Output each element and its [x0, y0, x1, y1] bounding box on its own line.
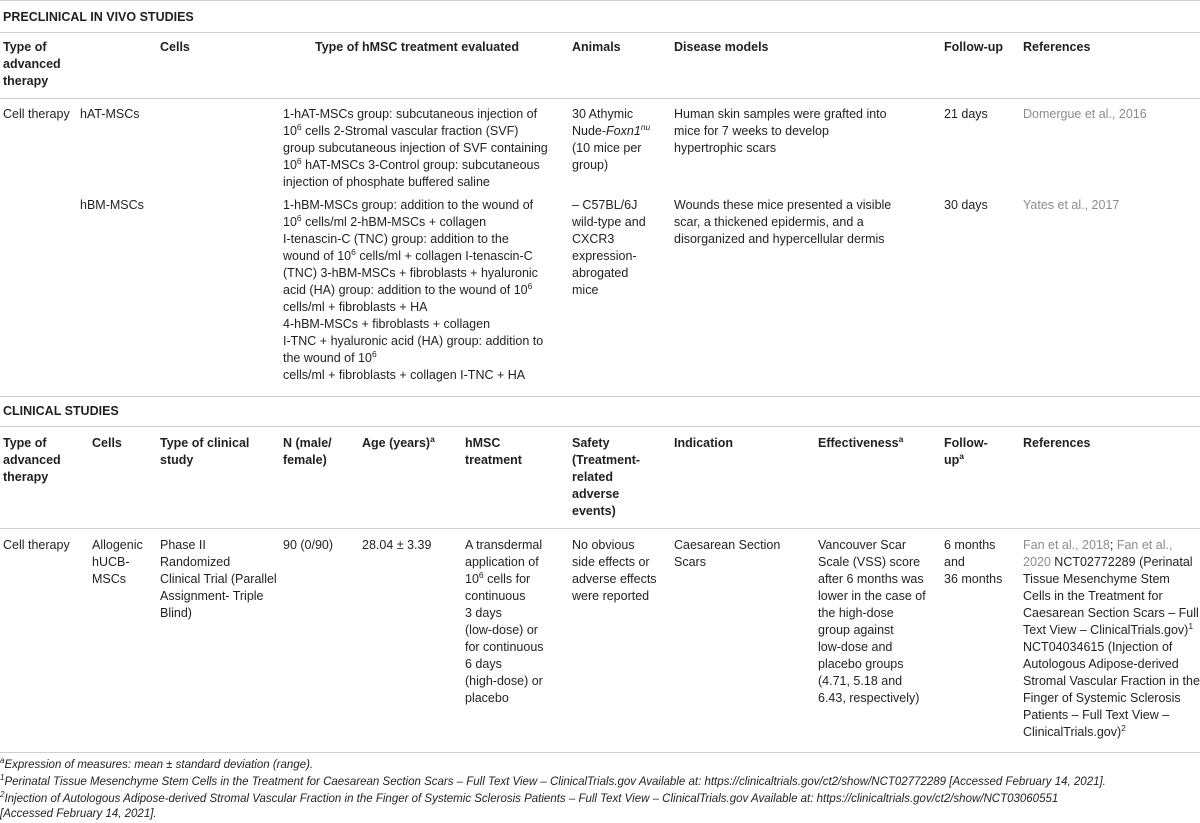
- clinical-header-type: Type of advanced therapy: [3, 436, 61, 484]
- clinical-header-age: Age (years)$^a$: [362, 433, 435, 450]
- header-references: References: [1023, 40, 1091, 54]
- clinical-header-cells: Cells: [92, 436, 122, 450]
- row2-animals: – C57BL/6J wild-type and CXCR3 expression- abrogated mice: [572, 198, 646, 297]
- row1-type: Cell therapy: [3, 107, 70, 121]
- row2-follow-up: 30 days: [944, 198, 988, 212]
- header-treatment: Type of hMSC treatment evaluated: [315, 40, 519, 54]
- rule-preclinical-header: [0, 98, 1200, 99]
- header-type-of-therapy: Type of advanced therapy: [3, 40, 61, 88]
- clinical-header-effectiveness: Effectiveness$^a$: [818, 433, 904, 450]
- clinical-row-n: 90 (0/90): [283, 538, 334, 552]
- row1-follow-up: 21 days: [944, 107, 988, 121]
- top-rule: [0, 0, 1200, 1]
- header-disease-models: Disease models: [674, 40, 769, 54]
- clinical-row-cells: Allogenic hUCB- MSCs: [92, 538, 143, 586]
- reference-link-fan-2020-year[interactable]: 2020: [1023, 555, 1051, 569]
- clinical-row-age: 28.04 ± 3.39: [362, 538, 432, 552]
- header-follow-up: Follow-up: [944, 40, 1004, 54]
- clinical-header-n: N (male/ female): [283, 436, 332, 467]
- rule-before-clinical: [0, 396, 1200, 397]
- row1-reference-link[interactable]: Domergue et al., 2016: [1023, 107, 1147, 121]
- row2-cells: hBM-MSCs: [80, 198, 144, 212]
- footnote-1: $^1$Perinatal Tissue Mesenchyme Stem Cells in the Treatment for Caesarean Section Scars – Full Text View – ClinicalTrials.gov Available at: https://clinicaltrials.gov/ct2/show/NCT02772289 [Accessed February 14, 2021].: [0, 773, 1106, 788]
- clinical-header-safety: Safety (Treatment- related adverse events): [572, 436, 641, 518]
- row1-cells: hAT-MSCs: [80, 107, 140, 121]
- clinical-row-indication: Caesarean Section Scars: [674, 538, 781, 569]
- clinical-header-indication: Indication: [674, 436, 734, 450]
- rule-clinical-header: [0, 528, 1200, 529]
- row2-disease-model: Wounds these mice presented a visible scar, a thickened epidermis, and a disorganized and hypercellular dermis: [674, 198, 892, 246]
- clinical-row-study: Phase II Randomized Clinical Trial (Parallel Assignment- Triple Blind): [160, 538, 277, 620]
- clinical-row-follow-up: 6 months and 36 months: [944, 538, 1003, 586]
- rule-preclinical-title: [0, 32, 1200, 33]
- rule-table-bottom: [0, 752, 1200, 753]
- row1-treatment: 1-hAT-MSCs group: subcutaneous injection of $10^6$ cells 2-Stromal vascular fraction (SVF) group subcutaneous injection of SVF containing $10^6$ hAT-MSCs 3-Control group: subcutaneous injection of phosphate buffered saline: [283, 107, 548, 189]
- clinical-row-type: Cell therapy: [3, 538, 70, 552]
- clinical-row-references: Fan et al., 2018; Fan et al., 2020 NCT02772289 (Perinatal Tissue Mesenchyme Stem Cells in the Treatment for Caesarean Section Scars – Full Text View – ClinicalTrials.gov)$^1$ NCT04034615 (Injection of Autologous Adipose-derived Stromal Vascular Fraction in the Finger of Systemic Sclerosis Patients – Full Text View – ClinicalTrials.gov)$^2$: [1023, 538, 1200, 739]
- clinical-row-treatment: A transdermal application of $10^6$ cells for continuous 3 days (low-dose) or for continuous 6 days (high-dose) or placebo: [465, 538, 544, 705]
- footnote-2: $^2$Injection of Autologous Adipose-derived Stromal Vascular Fraction in the Finger of Systemic Sclerosis Patients – Full Text View – ClinicalTrials.gov Available at: https://clinicaltrials.gov/ct2/show/NCT03060551 [Accessed February 14, 2021].: [0, 790, 1059, 820]
- clinical-header-study: Type of clinical study: [160, 436, 250, 467]
- rule-clinical-title: [0, 426, 1200, 427]
- clinical-header-treatment: hMSC treatment: [465, 436, 522, 467]
- clinical-header-references: References: [1023, 436, 1091, 450]
- header-cells: Cells: [160, 40, 190, 54]
- clinical-section-title: CLINICAL STUDIES: [3, 404, 119, 418]
- header-animals: Animals: [572, 40, 621, 54]
- row1-animals: 30 Athymic Nude-$Foxn1^{nu}$ (10 mice per group): [572, 107, 651, 172]
- clinical-header-follow-up: Follow- $up^a$: [944, 436, 988, 467]
- clinical-row-effectiveness: Vancouver Scar Scale (VSS) score after 6 months was lower in the case of the high-dose group against low-dose and placebo groups (4.71, 5.18 and 6.43, respectively): [818, 538, 926, 705]
- row1-disease-model: Human skin samples were grafted into mice for 7 weeks to develop hypertrophic scars: [674, 107, 887, 155]
- reference-link-fan-2018[interactable]: Fan et al., 2018: [1023, 538, 1110, 552]
- row2-treatment: 1-hBM-MSCs group: addition to the wound of $10^6$ cells/ml 2-hBM-MSCs + collagen I-tenascin-C (TNC) group: addition to the wound of $10^6$ cells/ml + collagen I-tenascin-C (TNC) 3-hBM-MSCs + fibroblasts + hyaluronic acid (HA) group: addition to the wound of $10^6$ cells/ml + fibroblasts + HA 4-hBM-MSCs + fibroblasts + collagen I-TNC + hyaluronic acid (HA) group: addition to the wound of $10^6$ cells/ml + fibroblasts + collagen I-TNC + HA: [283, 198, 544, 382]
- reference-link-fan-2020[interactable]: Fan et al.,: [1116, 538, 1173, 552]
- footnote-a: $^a$Expression of measures: mean ± standard deviation (range).: [0, 756, 314, 771]
- preclinical-section-title: PRECLINICAL IN VIVO STUDIES: [3, 10, 194, 24]
- clinical-row-safety: No obvious side effects or adverse effects were reported: [572, 538, 657, 603]
- row2-reference-link[interactable]: Yates et al., 2017: [1023, 198, 1120, 212]
